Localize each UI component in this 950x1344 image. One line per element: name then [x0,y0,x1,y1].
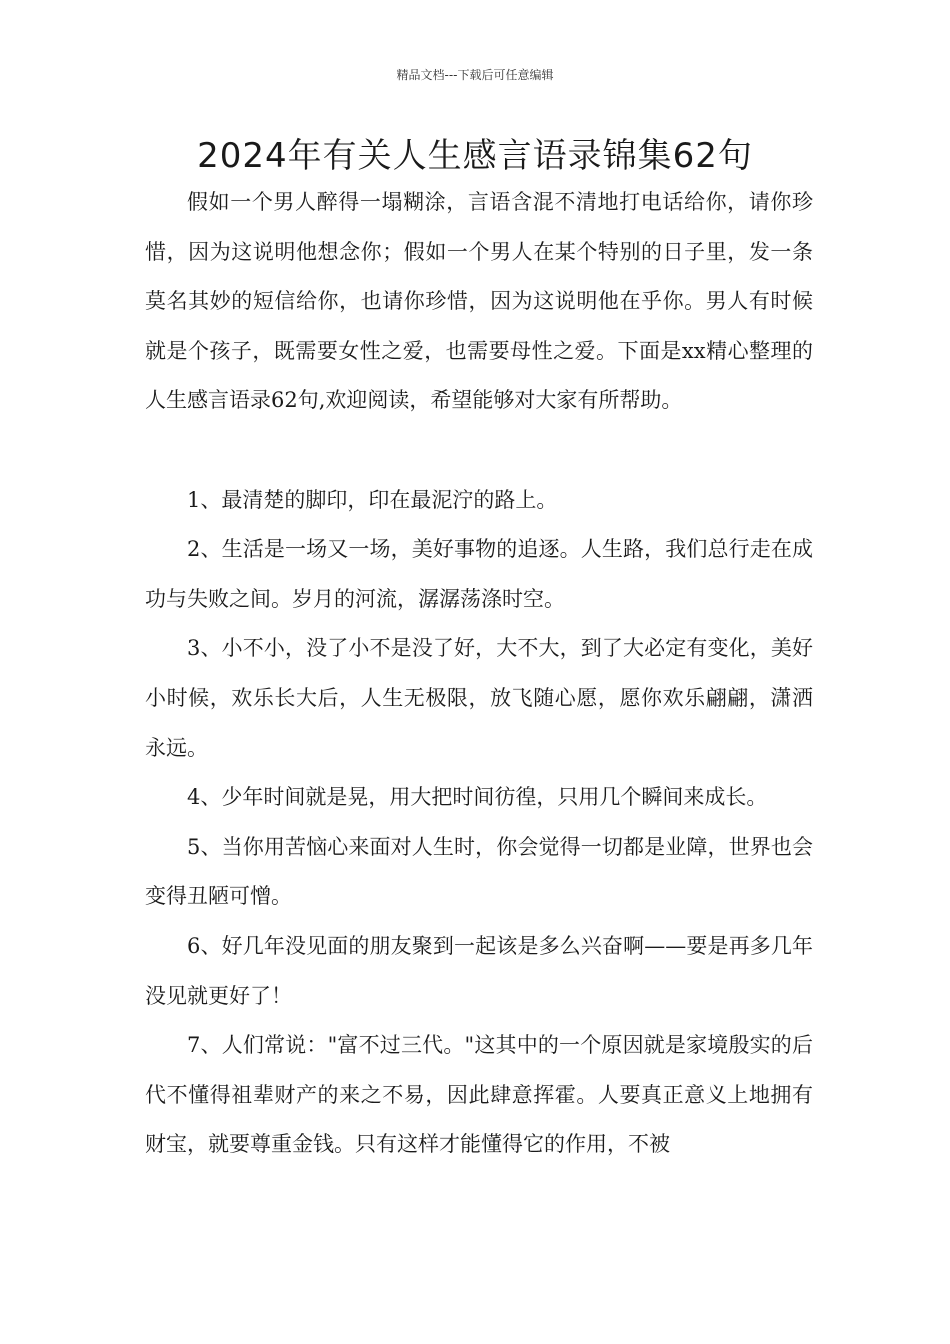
intro-paragraph: 假如一个男人醉得一塌糊涂，言语含混不清地打电话给你，请你珍惜，因为这说明他想念你；假如一个男人在某个特别的日子里，发一条莫名其妙的短信给你，也请你珍惜，因为这说明他在乎你。男人有时候就是个孩子，既需要女性之爱，也需要母性之爱。下面是xx精心整理的人生感言语录62句,欢迎阅读，希望能够对大家有所帮助。 [145,190,813,413]
list-item: 6、好几年没见面的朋友聚到一起该是多么兴奋啊——要是再多几年没见就更好了！ [145,933,813,1008]
list-item: 7、人们常说："富不过三代。"这其中的一个原因就是家境殷实的后代不懂得祖辈财产的来之不易，因此肆意挥霍。人要真正意义上地拥有财宝，就要尊重金钱。只有这样才能懂得它的作用，不被 [145,1033,813,1157]
list-item: 2、生活是一场又一场，美好事物的追逐。人生路，我们总行走在成功与失败之间。岁月的河流，潺潺荡涤时空。 [145,537,813,611]
list-item: 5、当你用苦恼心来面对人生时，你会觉得一切都是业障，世界也会变得丑陋可憎。 [145,834,813,909]
document-body [145,178,813,1170]
page-title: 2024年有关人生感言语录锦集62句 [197,136,753,176]
header-note: 精品文档---下载后可任意编辑 [396,68,554,82]
list-item: 3、小不小，没了小不是没了好，大不大，到了大必定有变化，美好小时候，欢乐长大后，人生无极限，放飞随心愿，愿你欢乐翩翩，潇洒永远。 [145,636,813,760]
list-item: 4、少年时间就是晃，用大把时间彷徨，只用几个瞬间来成长。 [187,785,768,810]
list-item: 1、最清楚的脚印，印在最泥泞的路上。 [187,487,558,512]
blank-line [145,426,813,476]
